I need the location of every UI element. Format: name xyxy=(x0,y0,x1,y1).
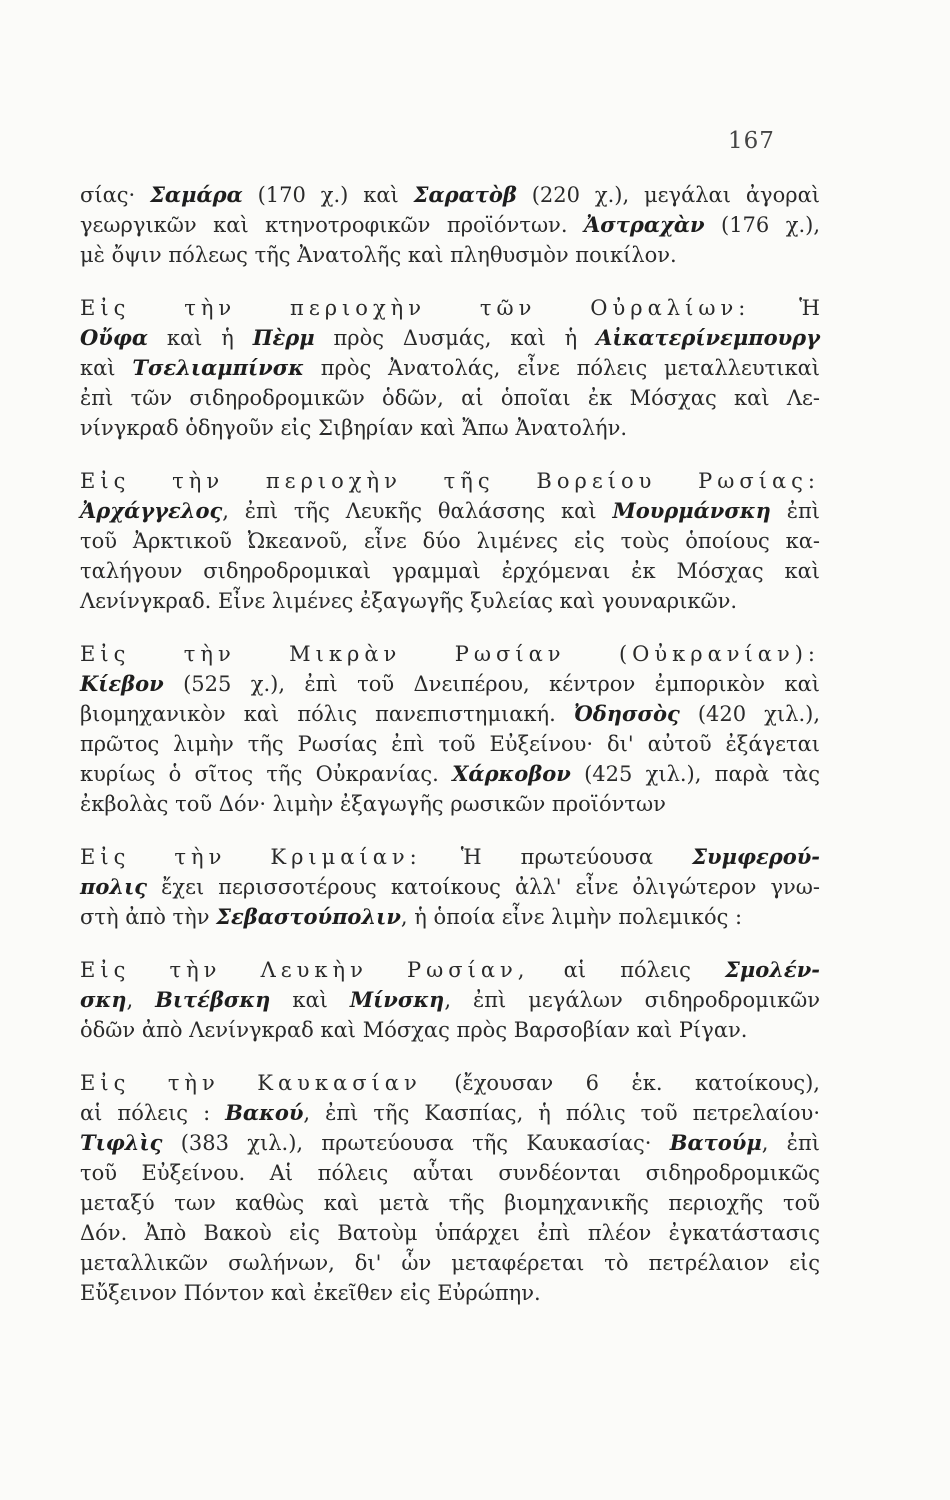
text-line xyxy=(80,1188,820,1218)
place-name: Κίεβον xyxy=(80,671,164,696)
text-line xyxy=(80,842,820,872)
text-run: ταλήγουν σιδηροδρομικαὶ γραμμαὶ ἐρχόμεναι ἐκ Μόσχας καὶ xyxy=(80,559,820,583)
place-name: Ὀδησσὸς xyxy=(573,701,680,726)
paragraph xyxy=(80,180,820,270)
text-run: ὁδῶν ἀπὸ Λενίνγκραδ καὶ Μόσχας πρὸς Βαρσοβίαν καὶ Ρίγαν. xyxy=(80,1018,748,1042)
text-line xyxy=(80,1015,820,1045)
place-name: Βατούμ xyxy=(669,1130,762,1155)
page-number: 167 xyxy=(728,128,775,154)
text-run: Ἡ πρωτεύουσα xyxy=(421,845,693,869)
paragraph xyxy=(80,842,820,932)
place-name: Πὲρμ xyxy=(252,325,315,350)
text-line xyxy=(80,1098,820,1128)
place-name: Ἀστραχὰν xyxy=(583,212,705,237)
text-run: (425 χιλ.), παρὰ τὰς xyxy=(570,762,821,786)
paragraph xyxy=(80,1068,820,1308)
text-run: πρὸς Δυσμάς, καὶ ἡ xyxy=(314,326,597,350)
text-run: τοῦ Εὐξείνου. Αἱ πόλεις αὗται συνδέονται σιδηροδρομικῶς xyxy=(80,1161,820,1185)
place-name: Οὔφα xyxy=(80,325,149,350)
text-run: , ἐπὶ μεγάλων σιδηροδρομικῶν xyxy=(444,988,820,1012)
text-line xyxy=(80,699,820,729)
text-line xyxy=(80,1068,820,1098)
text-run: πρῶτος λιμὴν τῆς Ρωσίας ἐπὶ τοῦ Εὐξείνου· δι' αὐτοῦ ἐξάγεται xyxy=(80,732,820,756)
place-name: Χάρκοβον xyxy=(452,761,571,786)
text-run: (525 χ.), ἐπὶ τοῦ Δνειπέρου, κέντρον ἐμπορικὸν καὶ xyxy=(163,672,820,696)
text-run: , ἐπὶ τῆς Κασπίας, ἡ πόλις τοῦ πετρελαίου· xyxy=(303,1101,820,1125)
region-heading: Εἰς τὴν Μικρὰν Ρωσίαν (Οὐκρανίαν): xyxy=(80,642,820,666)
text-line xyxy=(80,902,820,932)
paragraph xyxy=(80,466,820,616)
paragraph xyxy=(80,639,820,819)
text-line xyxy=(80,180,820,210)
text-line xyxy=(80,1278,820,1308)
text-line xyxy=(80,1128,820,1158)
place-name: Μίνσκη xyxy=(349,987,445,1012)
text-run: νίνγκραδ ὁδηγοῦν εἰς Σιβηρίαν καὶ Ἄπω Ἀνατολήν. xyxy=(80,416,628,440)
text-line xyxy=(80,210,820,240)
text-run: , ἐπὶ τῆς Λευκῆς θαλάσσης καὶ xyxy=(222,499,613,523)
text-line xyxy=(80,985,820,1015)
place-name: Σαμάρα xyxy=(150,182,243,207)
paragraph-gap xyxy=(80,616,820,639)
text-run: Δόν. Ἀπὸ Βακοὺ εἰς Βατοὺμ ὑπάρχει ἐπὶ πλέον ἐγκατάστασις xyxy=(80,1221,820,1245)
text-run: μὲ ὄψιν πόλεως τῆς Ἀνατολῆς καὶ πληθυσμὸν ποικίλον. xyxy=(80,243,677,267)
place-name: Σαρατὸβ xyxy=(413,182,517,207)
text-run: σίας· xyxy=(80,183,151,207)
text-run: στὴ ἀπὸ τὴν xyxy=(80,905,217,929)
place-name: Βιτέβσκη xyxy=(155,987,271,1012)
text-line xyxy=(80,323,820,353)
place-name: Τσελιαμπίνσκ xyxy=(132,355,304,380)
text-line xyxy=(80,789,820,819)
text-run: ἐπὶ xyxy=(770,499,821,523)
text-run: (220 χ.), μεγάλαι ἀγοραὶ xyxy=(516,183,820,207)
text-line xyxy=(80,955,820,985)
text-line xyxy=(80,496,820,526)
paragraph xyxy=(80,955,820,1045)
text-run: ἐπὶ τῶν σιδηροδρομικῶν ὁδῶν, αἱ ὁποῖαι ἐκ Μόσχας καὶ Λε- xyxy=(80,386,820,410)
text-line xyxy=(80,1158,820,1188)
text-line xyxy=(80,639,820,669)
place-name: σκη xyxy=(80,987,127,1012)
text-line xyxy=(80,413,820,443)
text-run: ἔχει περισσοτέρους κατοίκους ἀλλ' εἶνε ὀλιγώτερον γνω- xyxy=(147,875,820,899)
region-heading: Εἰς τὴν Λευκὴν Ρωσίαν, xyxy=(80,958,530,982)
text-line xyxy=(80,586,820,616)
text-line xyxy=(80,759,820,789)
place-name: Σμολέν- xyxy=(724,957,820,982)
place-name: Βακού xyxy=(225,1100,304,1125)
text-line xyxy=(80,669,820,699)
paragraph-gap xyxy=(80,819,820,842)
place-name: Ἀρχάγγελος xyxy=(80,498,223,523)
text-run: μεταξύ των καθὼς καὶ μετὰ τῆς βιομηχανικῆς περιοχῆς τοῦ xyxy=(80,1191,820,1215)
text-run: (170 χ.) καὶ xyxy=(242,183,414,207)
region-heading: Εἰς τὴν περιοχὴν τῶν Οὐραλίων: xyxy=(80,296,751,320)
place-name: Σεβαστούπολιν xyxy=(216,904,401,929)
text-run: πρὸς Ἀνατολάς, εἶνε πόλεις μεταλλευτικαὶ xyxy=(303,356,820,380)
body-text xyxy=(80,180,820,1308)
paragraph xyxy=(80,293,820,443)
text-line xyxy=(80,240,820,270)
paragraph-gap xyxy=(80,1045,820,1068)
region-heading: Εἰς τὴν περιοχὴν τῆς Βορείου Ρωσίας: xyxy=(80,469,820,493)
place-name: Μουρμάνσκη xyxy=(612,498,771,523)
text-run: (176 χ.), xyxy=(704,213,820,237)
text-run: κυρίως ὁ σῖτος τῆς Οὐκρανίας. xyxy=(80,762,453,786)
text-run: Ἡ xyxy=(750,296,820,320)
region-heading: Εἰς τὴν Κριμαίαν: xyxy=(80,845,422,869)
region-heading: Εἰς τὴν Καυκασίαν xyxy=(80,1071,422,1095)
text-run: βιομηχανικὸν καὶ πόλις πανεπιστημιακή. xyxy=(80,702,574,726)
text-run: καὶ xyxy=(270,988,350,1012)
text-line xyxy=(80,872,820,902)
text-run: Λενίνγκραδ. Εἶνε λιμένες ἐξαγωγῆς ξυλείας καὶ γουναρικῶν. xyxy=(80,589,738,613)
text-run: γεωργικῶν καὶ κτηνοτροφικῶν προϊόντων. xyxy=(80,213,584,237)
text-line xyxy=(80,466,820,496)
paragraph-gap xyxy=(80,443,820,466)
text-line xyxy=(80,526,820,556)
text-run: (420 χιλ.), xyxy=(679,702,820,726)
text-run: αἱ πόλεις : xyxy=(80,1101,226,1125)
paragraph-gap xyxy=(80,932,820,955)
text-run: μεταλλικῶν σωλήνων, δι' ὧν μεταφέρεται τὸ πετρέλαιον εἰς xyxy=(80,1251,820,1275)
text-run: , ἡ ὁποία εἶνε λιμὴν πολεμικός : xyxy=(400,905,743,929)
text-run: , ἐπὶ xyxy=(761,1131,820,1155)
text-run: ἐκβολὰς τοῦ Δόν· λιμὴν ἐξαγωγῆς ρωσικῶν προϊόντων xyxy=(80,792,666,816)
place-name: Συμφερού- xyxy=(692,844,820,869)
text-run: , xyxy=(126,988,156,1012)
text-run: αἱ πόλεις xyxy=(529,958,725,982)
place-name: Αἰκατερίνεμπουργ xyxy=(596,325,820,350)
text-line xyxy=(80,1248,820,1278)
text-line xyxy=(80,729,820,759)
place-name: πολις xyxy=(80,874,148,899)
text-run: (383 χιλ.), πρωτεύουσα τῆς Καυκασίας· xyxy=(162,1131,670,1155)
text-run: Εὔξεινον Πόντον καὶ ἐκεῖθεν εἰς Εὐρώπην. xyxy=(80,1281,541,1305)
text-run: καὶ xyxy=(80,356,133,380)
text-run: καὶ ἡ xyxy=(148,326,253,350)
text-line xyxy=(80,556,820,586)
text-run: τοῦ Ἀρκτικοῦ Ὠκεανοῦ, εἶνε δύο λιμένες εἰς τοὺς ὁποίους κα- xyxy=(80,529,820,553)
text-line xyxy=(80,293,820,323)
text-line xyxy=(80,1218,820,1248)
text-line xyxy=(80,353,820,383)
place-name: Τιφλὶς xyxy=(80,1130,163,1155)
text-line xyxy=(80,383,820,413)
text-run: (ἔχουσαν 6 ἑκ. κατοίκους), xyxy=(421,1071,820,1095)
paragraph-gap xyxy=(80,270,820,293)
